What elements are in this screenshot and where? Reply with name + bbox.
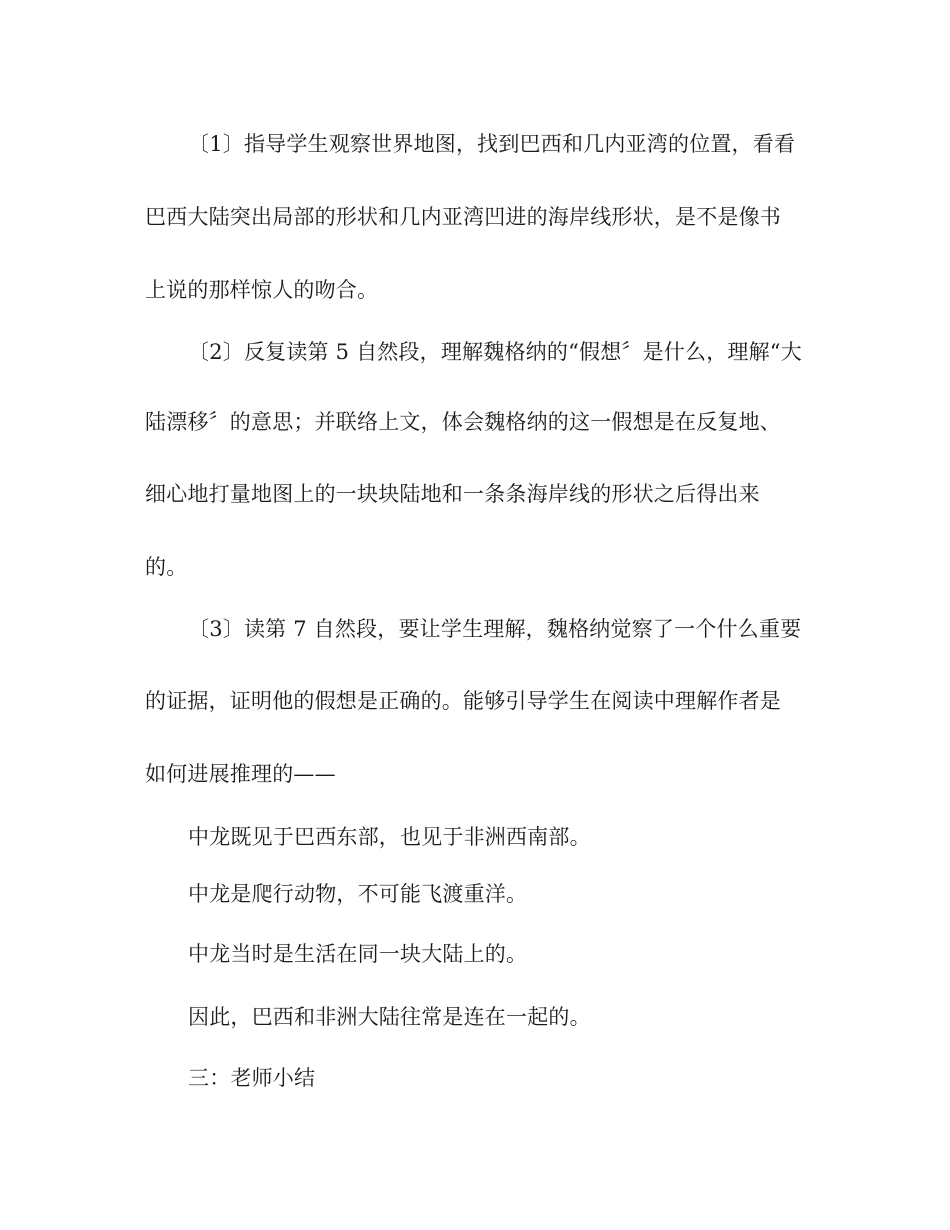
paragraph-3-line-3: 如何进展推理的—— xyxy=(145,762,336,786)
section-heading: 三：老师小结 xyxy=(188,1066,316,1090)
paragraph-1-line-3: 上说的那样惊人的吻合。 xyxy=(145,278,379,302)
reasoning-step-3: 中龙当时是生活在同一块大陆上的。 xyxy=(188,942,528,966)
paragraph-1-line-1: 〔1〕指导学生观察世界地图，找到巴西和几内亚湾的位置，看看 xyxy=(188,132,796,156)
paragraph-1-line-2: 巴西大陆突出局部的形状和几内亚湾凹进的海岸线形状，是不是像书 xyxy=(145,205,781,229)
paragraph-2-line-1: 〔2〕反复读第 5 自然段，理解魏格纳的“假想〞是什么，理解“大 xyxy=(188,340,802,364)
paragraph-2-line-4: 的。 xyxy=(145,555,188,579)
paragraph-2-line-2: 陆漂移〞的意思；并联络上文，体会魏格纳的这一假想是在反复地、 xyxy=(145,410,781,434)
reasoning-step-2: 中龙是爬行动物，不可能飞渡重洋。 xyxy=(188,882,528,906)
paragraph-3-line-2: 的证据，证明他的假想是正确的。能够引导学生在阅读中理解作者是 xyxy=(145,689,781,713)
paragraph-3-line-1: 〔3〕读第 7 自然段，要让学生理解，魏格纳觉察了一个什么重要 xyxy=(188,617,802,641)
reasoning-step-1: 中龙既见于巴西东部，也见于非洲西南部。 xyxy=(188,825,591,849)
reasoning-step-4: 因此，巴西和非洲大陆往常是连在一起的。 xyxy=(188,1005,591,1029)
paragraph-2-line-3: 细心地打量地图上的一块块陆地和一条条海岸线的形状之后得出来 xyxy=(145,482,760,506)
